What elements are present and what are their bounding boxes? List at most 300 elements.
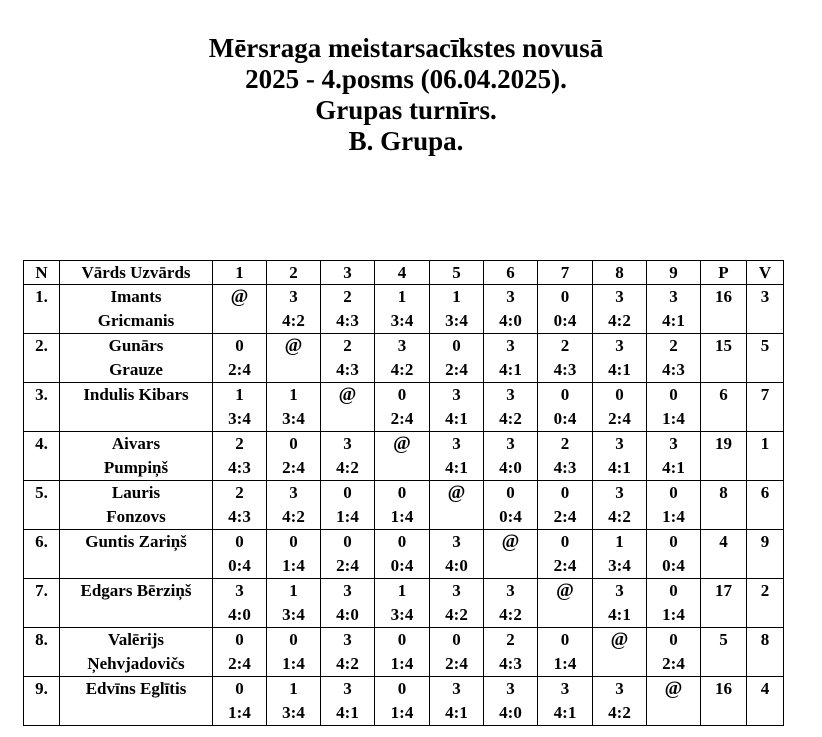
match-points: 1 bbox=[289, 679, 298, 698]
match-score: 4:3 bbox=[336, 360, 359, 379]
match-result-cell bbox=[213, 383, 267, 432]
column-header: 4 bbox=[375, 261, 430, 285]
player-name bbox=[60, 285, 213, 334]
match-points: 1 bbox=[615, 532, 624, 551]
match-result-cell bbox=[321, 628, 375, 677]
match-points: 1 bbox=[289, 581, 298, 600]
match-result-cell bbox=[267, 334, 321, 383]
player-name-line-2: Pumpiņš bbox=[103, 458, 169, 477]
player-name-line-2 bbox=[60, 407, 212, 431]
match-points: 0 bbox=[235, 679, 244, 698]
match-result-cell bbox=[484, 579, 538, 628]
player-name-line-2 bbox=[60, 701, 212, 725]
match-result-cell bbox=[593, 677, 647, 726]
match-result-cell bbox=[484, 285, 538, 334]
match-result-cell bbox=[321, 432, 375, 481]
match-points: 0 bbox=[397, 679, 407, 698]
match-points: 2 bbox=[235, 483, 244, 502]
match-points: 3 bbox=[506, 434, 515, 453]
match-score: 4:3 bbox=[499, 654, 522, 673]
match-points: 0 bbox=[560, 385, 570, 404]
match-points: 3 bbox=[452, 679, 461, 698]
final-place: 7 bbox=[747, 383, 784, 432]
match-points: 3 bbox=[343, 581, 352, 600]
match-score: 2:4 bbox=[608, 409, 631, 428]
player-name-line-2: Fonzovs bbox=[106, 507, 166, 526]
match-score bbox=[647, 701, 700, 725]
match-result-cell bbox=[375, 481, 430, 530]
match-result-cell bbox=[375, 677, 430, 726]
match-result-cell bbox=[375, 628, 430, 677]
match-score: 4:3 bbox=[553, 360, 577, 379]
column-header: 5 bbox=[430, 261, 484, 285]
match-score bbox=[430, 505, 483, 529]
match-score: 4:1 bbox=[445, 703, 468, 722]
column-header: 1 bbox=[213, 261, 267, 285]
final-place: 5 bbox=[747, 334, 784, 383]
match-score: 4:2 bbox=[499, 605, 522, 624]
match-score: 4:2 bbox=[390, 360, 414, 379]
match-score: 4:2 bbox=[445, 605, 468, 624]
match-score: 0:4 bbox=[228, 556, 251, 575]
row-number: 5. bbox=[24, 481, 60, 530]
match-result-cell bbox=[593, 530, 647, 579]
match-points: 0 bbox=[506, 483, 515, 502]
match-result-cell bbox=[213, 530, 267, 579]
match-points: 0 bbox=[397, 483, 407, 502]
match-score: 4:2 bbox=[499, 409, 522, 428]
match-points: 2 bbox=[343, 287, 352, 306]
self-match-marker: @ bbox=[664, 678, 683, 699]
match-result-cell bbox=[430, 334, 484, 383]
match-score: 4:1 bbox=[499, 360, 522, 379]
match-points: 3 bbox=[669, 434, 678, 453]
match-result-cell bbox=[213, 334, 267, 383]
match-points: 0 bbox=[289, 532, 298, 551]
match-score bbox=[593, 652, 646, 676]
match-score: 4:3 bbox=[553, 458, 577, 477]
table-row bbox=[24, 383, 784, 432]
match-score: 1:4 bbox=[390, 507, 414, 526]
table-row bbox=[24, 677, 784, 726]
match-points: 0 bbox=[289, 434, 298, 453]
match-points: 3 bbox=[343, 434, 352, 453]
match-score: 2:4 bbox=[336, 556, 359, 575]
match-result-cell bbox=[321, 579, 375, 628]
player-name-line-1: Valērijs bbox=[107, 630, 165, 649]
match-result-cell bbox=[213, 285, 267, 334]
match-points: 0 bbox=[669, 581, 678, 600]
match-score: 4:2 bbox=[282, 311, 305, 330]
match-result-cell bbox=[430, 579, 484, 628]
column-header: 9 bbox=[647, 261, 701, 285]
match-score: 2:4 bbox=[553, 507, 577, 526]
row-number: 7. bbox=[24, 579, 60, 628]
match-result-cell bbox=[430, 432, 484, 481]
match-points: 0 bbox=[560, 287, 570, 306]
match-points: 3 bbox=[452, 385, 461, 404]
match-result-cell bbox=[647, 628, 701, 677]
self-match-marker: @ bbox=[556, 580, 574, 601]
player-name-line-1: Lauris bbox=[111, 483, 161, 502]
match-points: 0 bbox=[397, 630, 407, 649]
match-result-cell bbox=[593, 334, 647, 383]
match-result-cell bbox=[321, 383, 375, 432]
match-score: 4:2 bbox=[608, 703, 631, 722]
match-score: 3:4 bbox=[282, 703, 305, 722]
match-result-cell bbox=[538, 481, 593, 530]
match-result-cell bbox=[267, 677, 321, 726]
row-number: 6. bbox=[24, 530, 60, 579]
self-match-marker: @ bbox=[230, 286, 249, 307]
match-score: 4:0 bbox=[499, 703, 522, 722]
player-name-line-2 bbox=[60, 603, 212, 627]
column-header: Vārds Uzvārds bbox=[60, 261, 213, 285]
match-score: 4:1 bbox=[445, 409, 468, 428]
match-result-cell bbox=[321, 334, 375, 383]
match-points: 3 bbox=[669, 287, 678, 306]
player-name-line-1: Gunārs bbox=[108, 336, 164, 355]
match-points: 0 bbox=[235, 630, 244, 649]
match-result-cell bbox=[213, 579, 267, 628]
final-place: 8 bbox=[747, 628, 784, 677]
match-score: 4:0 bbox=[445, 556, 468, 575]
match-points: 3 bbox=[506, 336, 515, 355]
match-result-cell bbox=[267, 285, 321, 334]
match-result-cell bbox=[647, 383, 701, 432]
match-score: 3:4 bbox=[608, 556, 631, 575]
player-name-line-2 bbox=[60, 554, 212, 578]
match-score: 4:1 bbox=[608, 360, 631, 379]
match-score: 3:4 bbox=[282, 409, 305, 428]
match-result-cell bbox=[593, 285, 647, 334]
match-result-cell bbox=[321, 530, 375, 579]
match-result-cell bbox=[593, 432, 647, 481]
match-score: 4:1 bbox=[336, 703, 359, 722]
match-points: 0 bbox=[615, 385, 624, 404]
match-points: 3 bbox=[615, 287, 624, 306]
match-result-cell bbox=[647, 432, 701, 481]
match-points: 3 bbox=[235, 581, 244, 600]
column-header: 2 bbox=[267, 261, 321, 285]
row-number: 3. bbox=[24, 383, 60, 432]
total-points: 8 bbox=[701, 481, 747, 530]
match-points: 3 bbox=[615, 483, 624, 502]
match-result-cell bbox=[213, 432, 267, 481]
match-score: 1:4 bbox=[282, 654, 305, 673]
player-name bbox=[60, 579, 213, 628]
match-points: 3 bbox=[615, 434, 624, 453]
match-score: 4:3 bbox=[662, 360, 685, 379]
match-points: 3 bbox=[397, 336, 407, 355]
player-name-line-1: Aivars bbox=[111, 434, 161, 453]
match-result-cell bbox=[321, 677, 375, 726]
match-result-cell bbox=[647, 285, 701, 334]
match-points: 3 bbox=[343, 630, 352, 649]
match-score: 4:1 bbox=[608, 458, 631, 477]
match-score: 0:4 bbox=[662, 556, 685, 575]
total-points: 15 bbox=[701, 334, 747, 383]
self-match-marker: @ bbox=[393, 433, 411, 454]
match-points: 0 bbox=[669, 630, 678, 649]
match-points: 0 bbox=[397, 532, 407, 551]
title-line-4: B. Grupa. bbox=[348, 126, 464, 156]
player-name-line-2: Grauze bbox=[109, 360, 163, 379]
match-points: 1 bbox=[397, 581, 407, 600]
match-points: 0 bbox=[560, 532, 570, 551]
match-score: 2:4 bbox=[390, 409, 414, 428]
match-result-cell bbox=[538, 579, 593, 628]
match-result-cell bbox=[484, 383, 538, 432]
match-result-cell bbox=[538, 432, 593, 481]
match-result-cell bbox=[484, 677, 538, 726]
match-score: 4:2 bbox=[608, 507, 631, 526]
total-points: 6 bbox=[701, 383, 747, 432]
match-points: 3 bbox=[506, 581, 515, 600]
player-name-line-2: Gricmanis bbox=[97, 311, 175, 330]
match-points: 3 bbox=[560, 679, 570, 698]
final-place: 3 bbox=[747, 285, 784, 334]
match-score: 1:4 bbox=[662, 507, 685, 526]
player-name bbox=[60, 334, 213, 383]
match-result-cell bbox=[647, 579, 701, 628]
match-points: 0 bbox=[560, 630, 570, 649]
title-line-1: Mērsraga meistarsacīkstes novusā bbox=[208, 33, 604, 63]
match-result-cell bbox=[375, 285, 430, 334]
match-result-cell bbox=[213, 628, 267, 677]
match-score: 3:4 bbox=[390, 311, 414, 330]
column-header: N bbox=[24, 261, 60, 285]
match-points: 3 bbox=[452, 434, 461, 453]
total-points: 5 bbox=[701, 628, 747, 677]
player-name bbox=[60, 677, 213, 726]
match-points: 3 bbox=[506, 385, 515, 404]
match-points: 2 bbox=[560, 336, 570, 355]
match-points: 0 bbox=[235, 532, 244, 551]
column-header: 7 bbox=[538, 261, 593, 285]
match-score: 4:2 bbox=[336, 654, 359, 673]
player-name-line-1: Imants bbox=[110, 287, 162, 306]
match-result-cell bbox=[430, 285, 484, 334]
column-header: V bbox=[747, 261, 784, 285]
match-result-cell bbox=[538, 628, 593, 677]
column-header: 8 bbox=[593, 261, 647, 285]
match-points: 0 bbox=[560, 483, 570, 502]
player-name-line-1: Edvīns Eglītis bbox=[85, 679, 187, 698]
match-result-cell bbox=[484, 628, 538, 677]
match-score: 0:4 bbox=[390, 556, 414, 575]
match-score bbox=[375, 456, 429, 480]
column-header: P bbox=[701, 261, 747, 285]
match-result-cell bbox=[267, 628, 321, 677]
match-score: 4:3 bbox=[336, 311, 359, 330]
player-name bbox=[60, 628, 213, 677]
self-match-marker: @ bbox=[610, 629, 629, 650]
self-match-marker: @ bbox=[447, 482, 466, 503]
total-points: 19 bbox=[701, 432, 747, 481]
match-score: 1:4 bbox=[662, 409, 685, 428]
match-result-cell bbox=[375, 530, 430, 579]
match-score bbox=[538, 603, 592, 627]
match-result-cell bbox=[375, 579, 430, 628]
table-row bbox=[24, 579, 784, 628]
match-points: 1 bbox=[235, 385, 244, 404]
final-place: 6 bbox=[747, 481, 784, 530]
match-result-cell bbox=[647, 530, 701, 579]
column-header: 3 bbox=[321, 261, 375, 285]
match-result-cell bbox=[647, 334, 701, 383]
match-score: 2:4 bbox=[228, 654, 251, 673]
match-points: 3 bbox=[289, 287, 298, 306]
match-result-cell bbox=[484, 530, 538, 579]
match-score: 1:4 bbox=[662, 605, 685, 624]
self-match-marker: @ bbox=[338, 384, 357, 405]
total-points: 4 bbox=[701, 530, 747, 579]
match-score bbox=[321, 407, 374, 431]
match-score: 4:1 bbox=[608, 605, 631, 624]
total-points: 16 bbox=[701, 285, 747, 334]
match-points: 3 bbox=[343, 679, 352, 698]
match-result-cell bbox=[267, 432, 321, 481]
match-result-cell bbox=[213, 677, 267, 726]
match-score: 1:4 bbox=[228, 703, 251, 722]
match-points: 2 bbox=[560, 434, 570, 453]
match-score: 4:1 bbox=[445, 458, 468, 477]
row-number: 4. bbox=[24, 432, 60, 481]
match-score: 2:4 bbox=[282, 458, 305, 477]
player-name bbox=[60, 481, 213, 530]
match-score: 1:4 bbox=[390, 703, 414, 722]
match-result-cell bbox=[647, 481, 701, 530]
player-name bbox=[60, 432, 213, 481]
match-points: 3 bbox=[452, 532, 461, 551]
final-place: 2 bbox=[747, 579, 784, 628]
match-score: 1:4 bbox=[336, 507, 359, 526]
self-match-marker: @ bbox=[501, 531, 520, 552]
match-points: 3 bbox=[506, 287, 515, 306]
match-score: 1:4 bbox=[390, 654, 414, 673]
match-score bbox=[213, 309, 266, 333]
match-points: 0 bbox=[343, 532, 352, 551]
match-result-cell bbox=[213, 481, 267, 530]
table-row bbox=[24, 628, 784, 677]
match-points: 0 bbox=[235, 336, 244, 355]
final-place: 4 bbox=[747, 677, 784, 726]
match-score: 2:4 bbox=[445, 654, 468, 673]
row-number: 8. bbox=[24, 628, 60, 677]
match-points: 0 bbox=[669, 532, 678, 551]
match-points: 0 bbox=[289, 630, 298, 649]
match-points: 3 bbox=[452, 581, 461, 600]
match-score: 4:0 bbox=[336, 605, 359, 624]
match-score: 3:4 bbox=[445, 311, 468, 330]
match-result-cell bbox=[321, 481, 375, 530]
match-points: 3 bbox=[506, 679, 515, 698]
title-line-2: 2025 - 4.posms (06.04.2025). bbox=[245, 64, 567, 94]
match-result-cell bbox=[375, 334, 430, 383]
table-row bbox=[24, 530, 784, 579]
match-score: 3:4 bbox=[282, 605, 305, 624]
match-score: 0:4 bbox=[553, 409, 577, 428]
match-result-cell bbox=[593, 579, 647, 628]
match-score bbox=[267, 358, 320, 382]
match-result-cell bbox=[375, 432, 430, 481]
match-score: 0:4 bbox=[553, 311, 577, 330]
player-name bbox=[60, 530, 213, 579]
match-score: 4:3 bbox=[228, 507, 251, 526]
total-points: 17 bbox=[701, 579, 747, 628]
match-result-cell bbox=[267, 530, 321, 579]
match-score: 4:2 bbox=[282, 507, 305, 526]
final-place: 9 bbox=[747, 530, 784, 579]
match-points: 2 bbox=[506, 630, 515, 649]
match-points: 0 bbox=[343, 483, 352, 502]
match-result-cell bbox=[484, 481, 538, 530]
player-name-line-1: Edgars Bērziņš bbox=[80, 581, 192, 600]
match-points: 0 bbox=[452, 336, 461, 355]
row-number: 2. bbox=[24, 334, 60, 383]
table-body bbox=[24, 285, 784, 726]
match-points: 1 bbox=[289, 385, 298, 404]
match-score: 2:4 bbox=[553, 556, 577, 575]
match-points: 1 bbox=[452, 287, 461, 306]
match-score: 4:0 bbox=[499, 311, 522, 330]
match-score: 4:1 bbox=[662, 311, 685, 330]
match-points: 3 bbox=[615, 336, 624, 355]
match-result-cell bbox=[321, 285, 375, 334]
match-result-cell bbox=[267, 579, 321, 628]
match-score: 2:4 bbox=[662, 654, 685, 673]
row-number: 9. bbox=[24, 677, 60, 726]
player-name-line-2: Ņehvjadovičs bbox=[87, 654, 185, 673]
match-points: 1 bbox=[397, 287, 407, 306]
match-score: 3:4 bbox=[228, 409, 251, 428]
match-score: 1:4 bbox=[282, 556, 305, 575]
match-score: 4:0 bbox=[499, 458, 522, 477]
match-result-cell bbox=[430, 530, 484, 579]
self-match-marker: @ bbox=[284, 335, 303, 356]
match-result-cell bbox=[267, 383, 321, 432]
table-row bbox=[24, 432, 784, 481]
match-points: 0 bbox=[452, 630, 461, 649]
match-points: 0 bbox=[397, 385, 407, 404]
total-points: 16 bbox=[701, 677, 747, 726]
match-result-cell bbox=[538, 334, 593, 383]
page-title bbox=[0, 33, 812, 157]
match-result-cell bbox=[538, 677, 593, 726]
match-result-cell bbox=[484, 334, 538, 383]
match-score: 2:4 bbox=[445, 360, 468, 379]
match-result-cell bbox=[430, 677, 484, 726]
match-points: 3 bbox=[615, 581, 624, 600]
table-row bbox=[24, 481, 784, 530]
match-points: 2 bbox=[235, 434, 244, 453]
match-points: 2 bbox=[669, 336, 678, 355]
table-row bbox=[24, 285, 784, 334]
match-result-cell bbox=[430, 481, 484, 530]
row-number: 1. bbox=[24, 285, 60, 334]
match-result-cell bbox=[430, 383, 484, 432]
match-score: 2:4 bbox=[228, 360, 251, 379]
match-score: 4:0 bbox=[228, 605, 251, 624]
match-result-cell bbox=[647, 677, 701, 726]
match-result-cell bbox=[267, 481, 321, 530]
match-points: 2 bbox=[343, 336, 352, 355]
match-score bbox=[484, 554, 537, 578]
match-result-cell bbox=[538, 530, 593, 579]
column-header: 6 bbox=[484, 261, 538, 285]
player-name-line-1: Guntis Zariņš bbox=[85, 532, 187, 551]
